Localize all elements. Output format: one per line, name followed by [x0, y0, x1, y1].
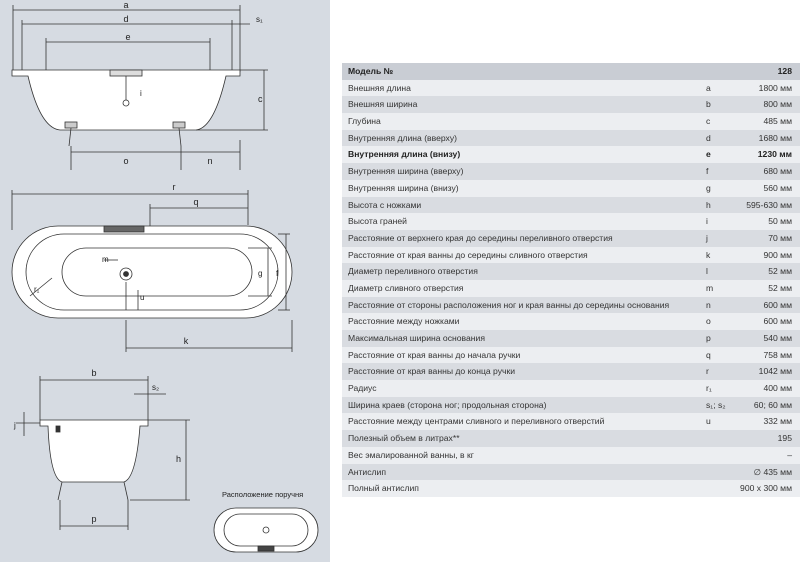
- dim-e-label: e: [125, 32, 131, 42]
- spec-letter: c: [706, 116, 711, 127]
- top-view: [12, 182, 292, 352]
- dim-j-label: j: [14, 421, 16, 430]
- spec-name: Внутренняя длина (вверху): [348, 132, 458, 143]
- spec-letter: h: [706, 199, 711, 210]
- specification-table: [342, 63, 800, 497]
- spec-value: 52 мм: [768, 266, 792, 277]
- spec-row: [342, 464, 800, 481]
- spec-letter: o: [706, 316, 711, 327]
- spec-letter: u: [706, 416, 711, 427]
- spec-name: Диаметр переливного отверстия: [348, 266, 478, 277]
- spec-name: Расстояние от края ванны до конца ручки: [348, 366, 516, 377]
- spec-row: [342, 130, 800, 147]
- spec-name: Внешняя ширина: [348, 99, 418, 110]
- spec-row: [342, 263, 800, 280]
- spec-name: Расстояние между центрами сливного и переливного отверстий: [348, 416, 605, 427]
- spec-value: ∅ 435 мм: [753, 466, 792, 477]
- spec-value: 560 мм: [763, 182, 792, 193]
- spec-letter: e: [706, 149, 711, 160]
- handle-position-icon: [214, 508, 318, 552]
- dim-f-label: f: [276, 269, 279, 278]
- dim-a-label: a: [123, 0, 129, 10]
- spec-name: Внутренняя ширина (внизу): [348, 182, 459, 193]
- dim-i-label: i: [140, 89, 142, 98]
- spec-name: Высота с ножками: [348, 199, 422, 210]
- spec-name: Ширина краев (сторона ног; продольная сторона): [348, 399, 547, 410]
- spec-value: 128: [777, 66, 792, 76]
- dim-u-label: u: [140, 293, 145, 302]
- spec-name: Максимальная ширина основания: [348, 333, 485, 343]
- dim-r1-label: r₁: [34, 285, 40, 294]
- spec-value: 800 мм: [763, 99, 792, 110]
- spec-value: –: [787, 449, 792, 460]
- dim-c-label: c: [258, 94, 263, 104]
- spec-value: 60; 60 мм: [753, 399, 792, 410]
- spec-value: 332 мм: [763, 416, 792, 427]
- spec-name: Расстояние между ножками: [348, 316, 460, 327]
- spec-row: [342, 480, 800, 497]
- spec-value: 485 мм: [763, 116, 792, 127]
- spec-letter: d: [706, 132, 711, 143]
- spec-row: [342, 247, 800, 264]
- dim-d-label: d: [123, 14, 129, 24]
- spec-row: [342, 213, 800, 230]
- spec-value: 900 мм: [763, 249, 792, 260]
- dim-r-label: r: [172, 182, 176, 192]
- spec-name: Полезный объем в литрах**: [348, 433, 460, 444]
- spec-row: [342, 146, 800, 163]
- spec-letter: g: [706, 182, 711, 193]
- spec-name: Расстояние от стороны расположения ног и края ванны до середины основания: [348, 299, 670, 310]
- dim-g-label: g: [258, 269, 263, 278]
- spec-value: 540 мм: [763, 333, 792, 343]
- side-view: [12, 0, 268, 170]
- dim-b-label: b: [91, 368, 97, 378]
- spec-name: Расстояние от края ванны до середины сливного отверстия: [348, 249, 588, 260]
- spec-letter: j: [706, 232, 708, 243]
- spec-value: 195: [777, 433, 792, 444]
- spec-name: Антислип: [348, 466, 386, 477]
- spec-letter: p: [706, 333, 711, 343]
- spec-row: [342, 96, 800, 113]
- spec-value: 680 мм: [763, 166, 792, 177]
- dim-m-label: m: [102, 255, 109, 264]
- spec-header-row: [342, 63, 800, 80]
- spec-row: [342, 297, 800, 314]
- spec-letter: n: [706, 299, 711, 310]
- spec-value: 595-630 мм: [746, 199, 792, 210]
- spec-name: Модель №: [348, 66, 394, 76]
- spec-row: [342, 197, 800, 214]
- spec-letter: i: [706, 216, 708, 227]
- spec-row: [342, 430, 800, 447]
- spec-row: [342, 447, 800, 464]
- spec-name: Расстояние от края ванны до начала ручки: [348, 349, 521, 360]
- spec-row: [342, 347, 800, 364]
- spec-row: [342, 113, 800, 130]
- spec-row: [342, 280, 800, 297]
- spec-name: Внутренняя длина (внизу): [348, 149, 461, 160]
- dim-k-label: k: [183, 336, 189, 346]
- spec-row: [342, 230, 800, 247]
- spec-value: 1800 мм: [758, 82, 792, 93]
- spec-letter: s₁; s₂: [706, 399, 726, 410]
- dim-o-label: o: [123, 156, 129, 166]
- spec-name: Полный антислип: [348, 483, 419, 494]
- spec-value: 50 мм: [768, 216, 792, 227]
- spec-row: [342, 180, 800, 197]
- dim-q-label: q: [193, 197, 199, 207]
- spec-value: 400 мм: [763, 383, 792, 394]
- technical-drawing-panel: [0, 0, 330, 562]
- spec-value: 600 мм: [763, 316, 792, 327]
- spec-name: Диаметр сливного отверстия: [348, 282, 464, 293]
- bathtub-technical-drawing: [0, 0, 330, 562]
- spec-name: Вес эмалированной ванны, в кг: [348, 449, 474, 460]
- spec-letter: m: [706, 282, 714, 293]
- spec-value: 758 мм: [763, 349, 792, 360]
- spec-row: [342, 330, 800, 347]
- spec-row: [342, 80, 800, 97]
- dim-s1-label: s₁: [256, 15, 263, 24]
- spec-value: 1230 мм: [757, 149, 792, 160]
- spec-row: [342, 380, 800, 397]
- spec-letter: a: [706, 82, 711, 93]
- spec-name: Расстояние от верхнего края до середины переливного отверстия: [348, 232, 613, 243]
- dim-p-label: p: [91, 514, 97, 524]
- dim-h-label: h: [176, 454, 182, 464]
- spec-letter: k: [706, 249, 711, 260]
- spec-value: 70 мм: [768, 232, 792, 243]
- spec-name: Радиус: [348, 383, 377, 394]
- spec-name: Внутренняя ширина (вверху): [348, 166, 464, 177]
- spec-row: [342, 313, 800, 330]
- spec-value: 600 мм: [763, 299, 792, 310]
- spec-letter: b: [706, 99, 711, 110]
- dim-s2-label: s₂: [152, 383, 160, 392]
- spec-name: Внешняя длина: [348, 82, 411, 93]
- spec-letter: l: [706, 266, 708, 277]
- spec-value: 1680 мм: [758, 132, 792, 143]
- spec-letter: r: [706, 366, 709, 377]
- dim-n-label: n: [207, 156, 213, 166]
- spec-letter: r₁: [706, 383, 712, 394]
- end-view: [13, 368, 190, 530]
- spec-row: [342, 413, 800, 430]
- spec-row: [342, 363, 800, 380]
- spec-row: [342, 397, 800, 414]
- spec-row: [342, 163, 800, 180]
- spec-name: Глубина: [348, 116, 381, 127]
- spec-value: 1042 мм: [758, 366, 792, 377]
- spec-value: 52 мм: [768, 282, 792, 293]
- spec-letter: f: [706, 166, 709, 177]
- handle-position-label: Расположение поручня: [222, 490, 304, 499]
- spec-letter: q: [706, 349, 711, 360]
- spec-name: Высота граней: [348, 216, 407, 227]
- spec-value: 900 x 300 мм: [740, 483, 792, 494]
